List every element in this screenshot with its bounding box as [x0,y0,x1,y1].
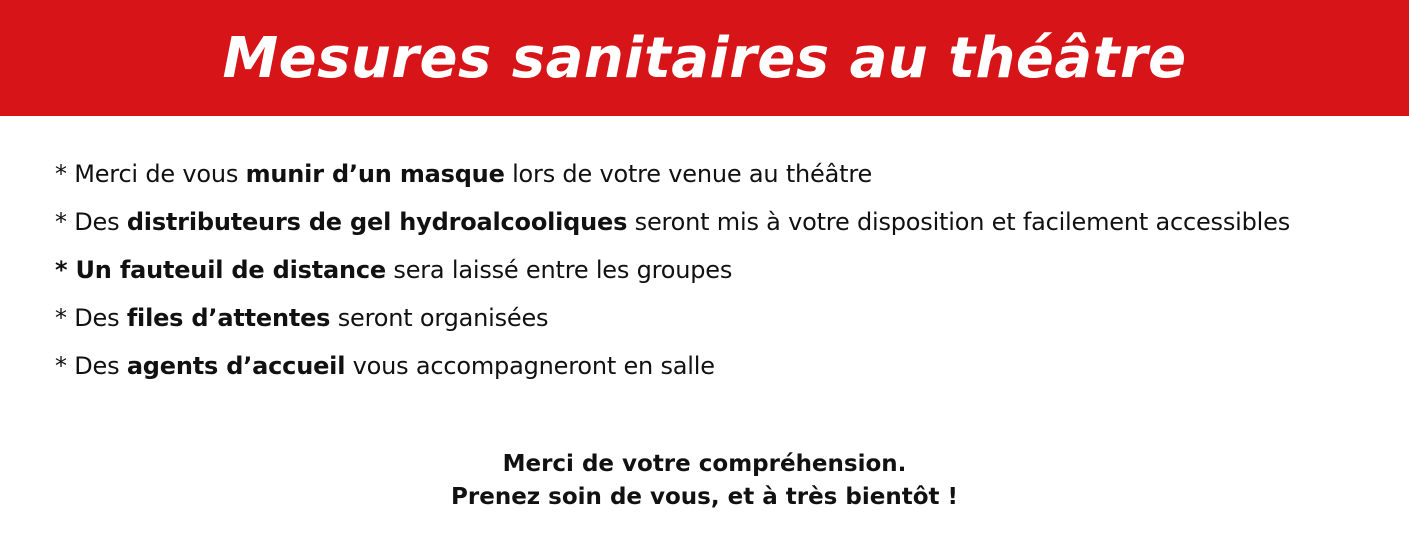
closing-message [0,448,1409,514]
item-text: lors de votre venue au théâtre [504,160,873,188]
item-text: seront organisées [330,304,549,332]
list-item [55,150,1395,198]
item-emphasis: distributeurs de gel hydroalcooliques [126,208,628,236]
item-emphasis: agents d’accueil [126,352,346,380]
item-emphasis: files d’attentes [126,304,331,332]
list-item [55,198,1395,246]
list-item [55,246,1395,294]
item-text: * Des [55,352,127,380]
item-text: vous accompagneront en salle [345,352,715,380]
title-banner [0,0,1409,116]
closing-line-thanks: Merci de votre compréhension. [502,451,907,477]
page-title: Mesures sanitaires au théâtre [222,25,1187,91]
list-item [55,342,1395,390]
item-text: seront mis à votre disposition et facilement accessibles [627,208,1290,236]
item-text: sera laissé entre les groupes [385,256,733,284]
item-emphasis: * Un fauteuil de distance [55,256,386,284]
list-item [55,294,1395,342]
item-emphasis: munir d’un masque [245,160,505,188]
item-text: * Des [55,208,127,236]
measures-list [55,150,1395,390]
item-text: * Des [55,304,127,332]
item-text: * Merci de vous [55,160,246,188]
closing-line-farewell: Prenez soin de vous, et à très bientôt ! [451,484,958,510]
